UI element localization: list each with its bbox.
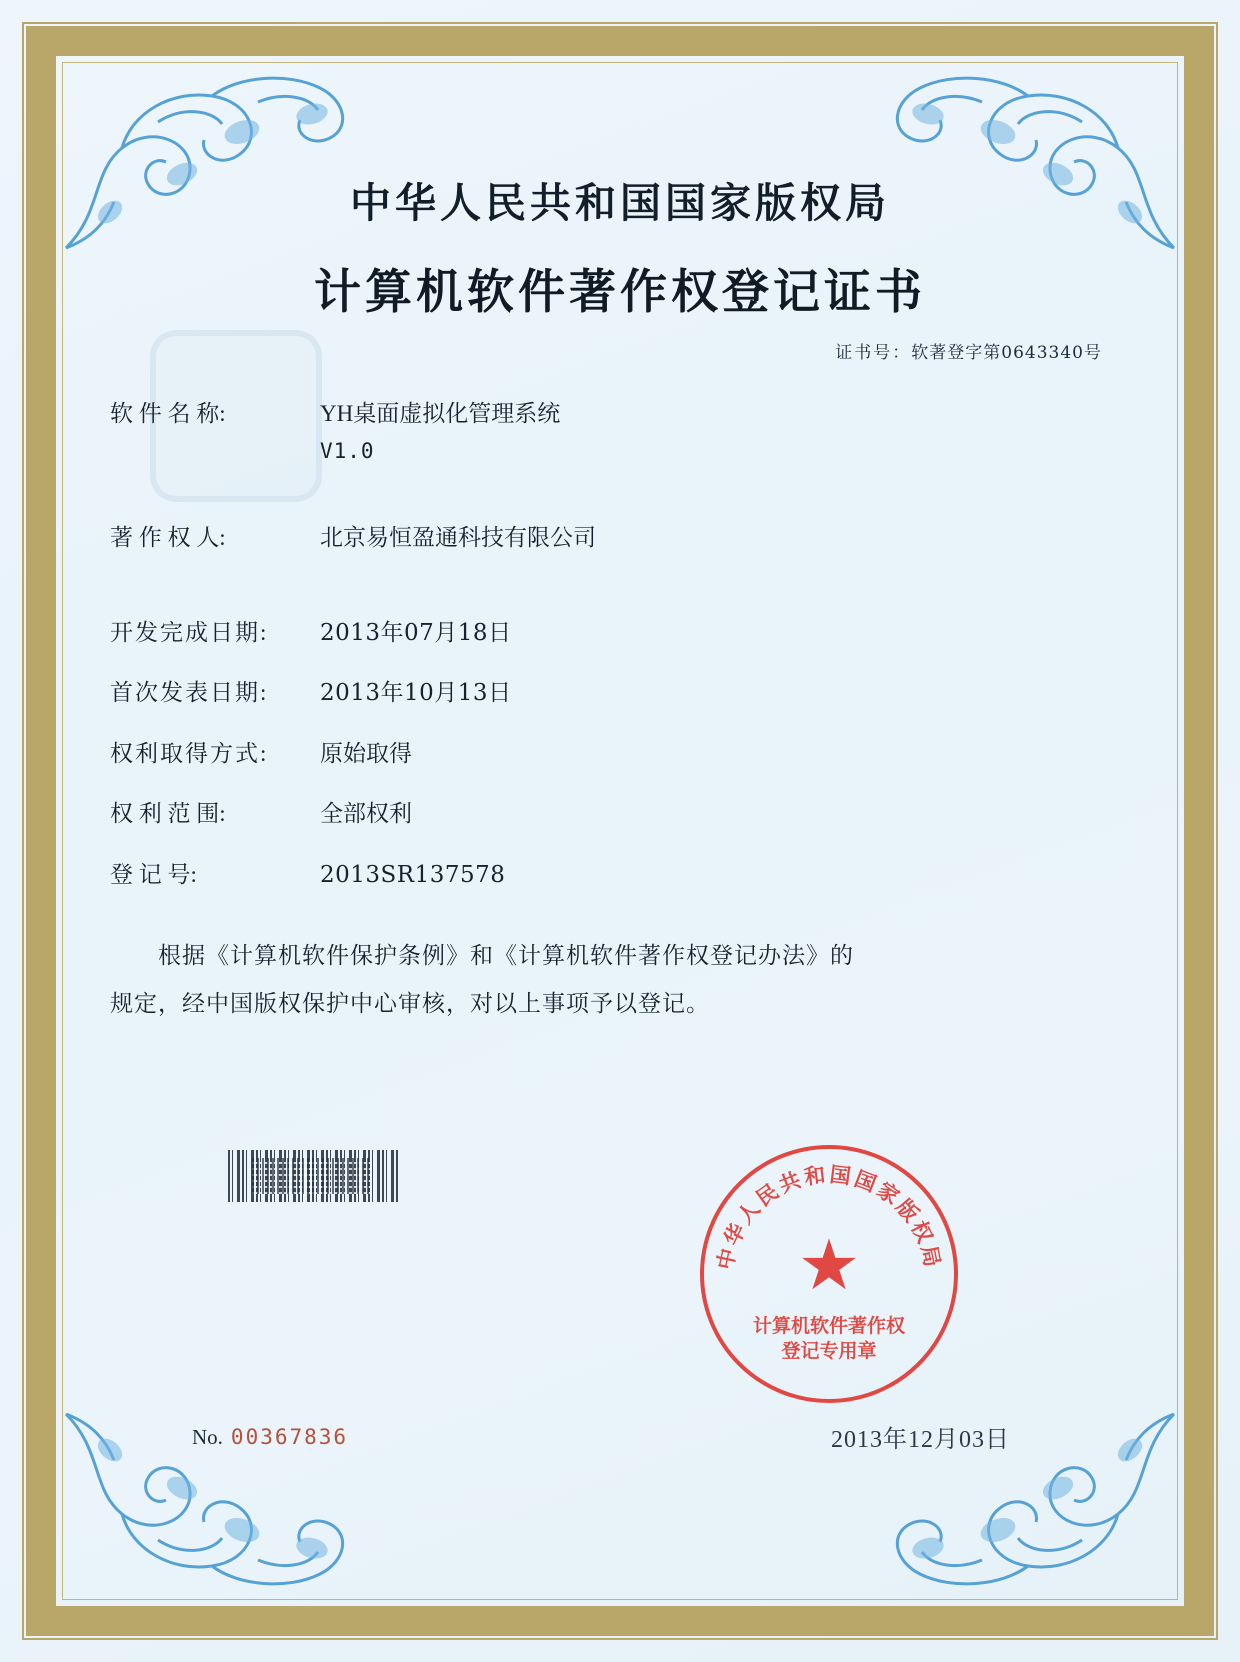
seal-arc-text: 中华人民共和国国家版权局	[712, 1161, 946, 1272]
issuing-organization: 中华人民共和国国家版权局	[350, 179, 890, 227]
serial-number	[192, 1425, 348, 1450]
meander-border-top	[26, 26, 1214, 56]
meander-border-bottom	[26, 1606, 1214, 1636]
issue-date: 2013年12月03日	[831, 1427, 1010, 1453]
field-label: 著 作 权 人:	[110, 525, 226, 550]
field-copyright-owner	[110, 521, 1130, 556]
seal-bottom-line-2: 登记专用章	[781, 1341, 877, 1363]
document-title: 计算机软件著作权登记证书	[314, 265, 926, 320]
rights-scope-value: 全部权利	[320, 801, 412, 826]
field-acquisition-method	[110, 737, 1130, 772]
field-development-date	[110, 616, 1130, 651]
software-name-value: YH桌面虚拟化管理系统	[320, 401, 561, 426]
software-version-value: V1.0	[320, 438, 375, 463]
copyright-owner-value: 北京易恒盈通科技有限公司	[320, 525, 596, 550]
certificate-number-line	[110, 338, 1102, 363]
field-label: 登 记 号:	[110, 861, 197, 887]
official-seal	[700, 1145, 958, 1403]
seal-bottom-line-1: 计算机软件著作权	[752, 1315, 905, 1337]
field-label: 软 件 名 称:	[110, 401, 226, 426]
legal-statement-line-1: 根据《计算机软件保护条例》和《计算机软件著作权登记办法》的	[158, 943, 854, 968]
field-label: 首次发表日期:	[110, 680, 269, 705]
acquisition-method-value: 原始取得	[320, 740, 412, 766]
registration-number-value: 2013SR137578	[320, 861, 506, 888]
field-value	[320, 397, 1130, 467]
field-rights-scope	[110, 797, 1130, 832]
legal-statement	[110, 932, 1130, 1029]
certificate-number-label: 证书号：	[835, 343, 912, 362]
star-icon: ★	[797, 1227, 861, 1305]
serial-number-label: No.	[192, 1425, 223, 1449]
serial-number-value: 00367836	[230, 1425, 349, 1449]
field-first-publication-date	[110, 676, 1130, 711]
development-date-value: 2013年07月18日	[320, 619, 512, 646]
first-publication-date-value: 2013年10月13日	[320, 680, 512, 706]
field-software-name	[110, 397, 1130, 467]
field-label: 权 利 范 围:	[110, 801, 226, 826]
meander-border-right	[1184, 26, 1214, 1636]
field-label: 开发完成日期:	[110, 619, 269, 645]
meander-border-left	[26, 26, 56, 1636]
legal-statement-line-2: 规定，经中国版权保护中心审核，对以上事项予以登记。	[110, 991, 710, 1017]
certificate-number-value: 软著登字第0643340号	[911, 343, 1102, 363]
certificate-content	[110, 170, 1130, 1029]
field-registration-number	[110, 858, 1130, 893]
barcode-datamatrix	[252, 1158, 372, 1194]
field-label: 权利取得方式:	[110, 740, 269, 766]
seal-bottom-text	[704, 1314, 954, 1365]
